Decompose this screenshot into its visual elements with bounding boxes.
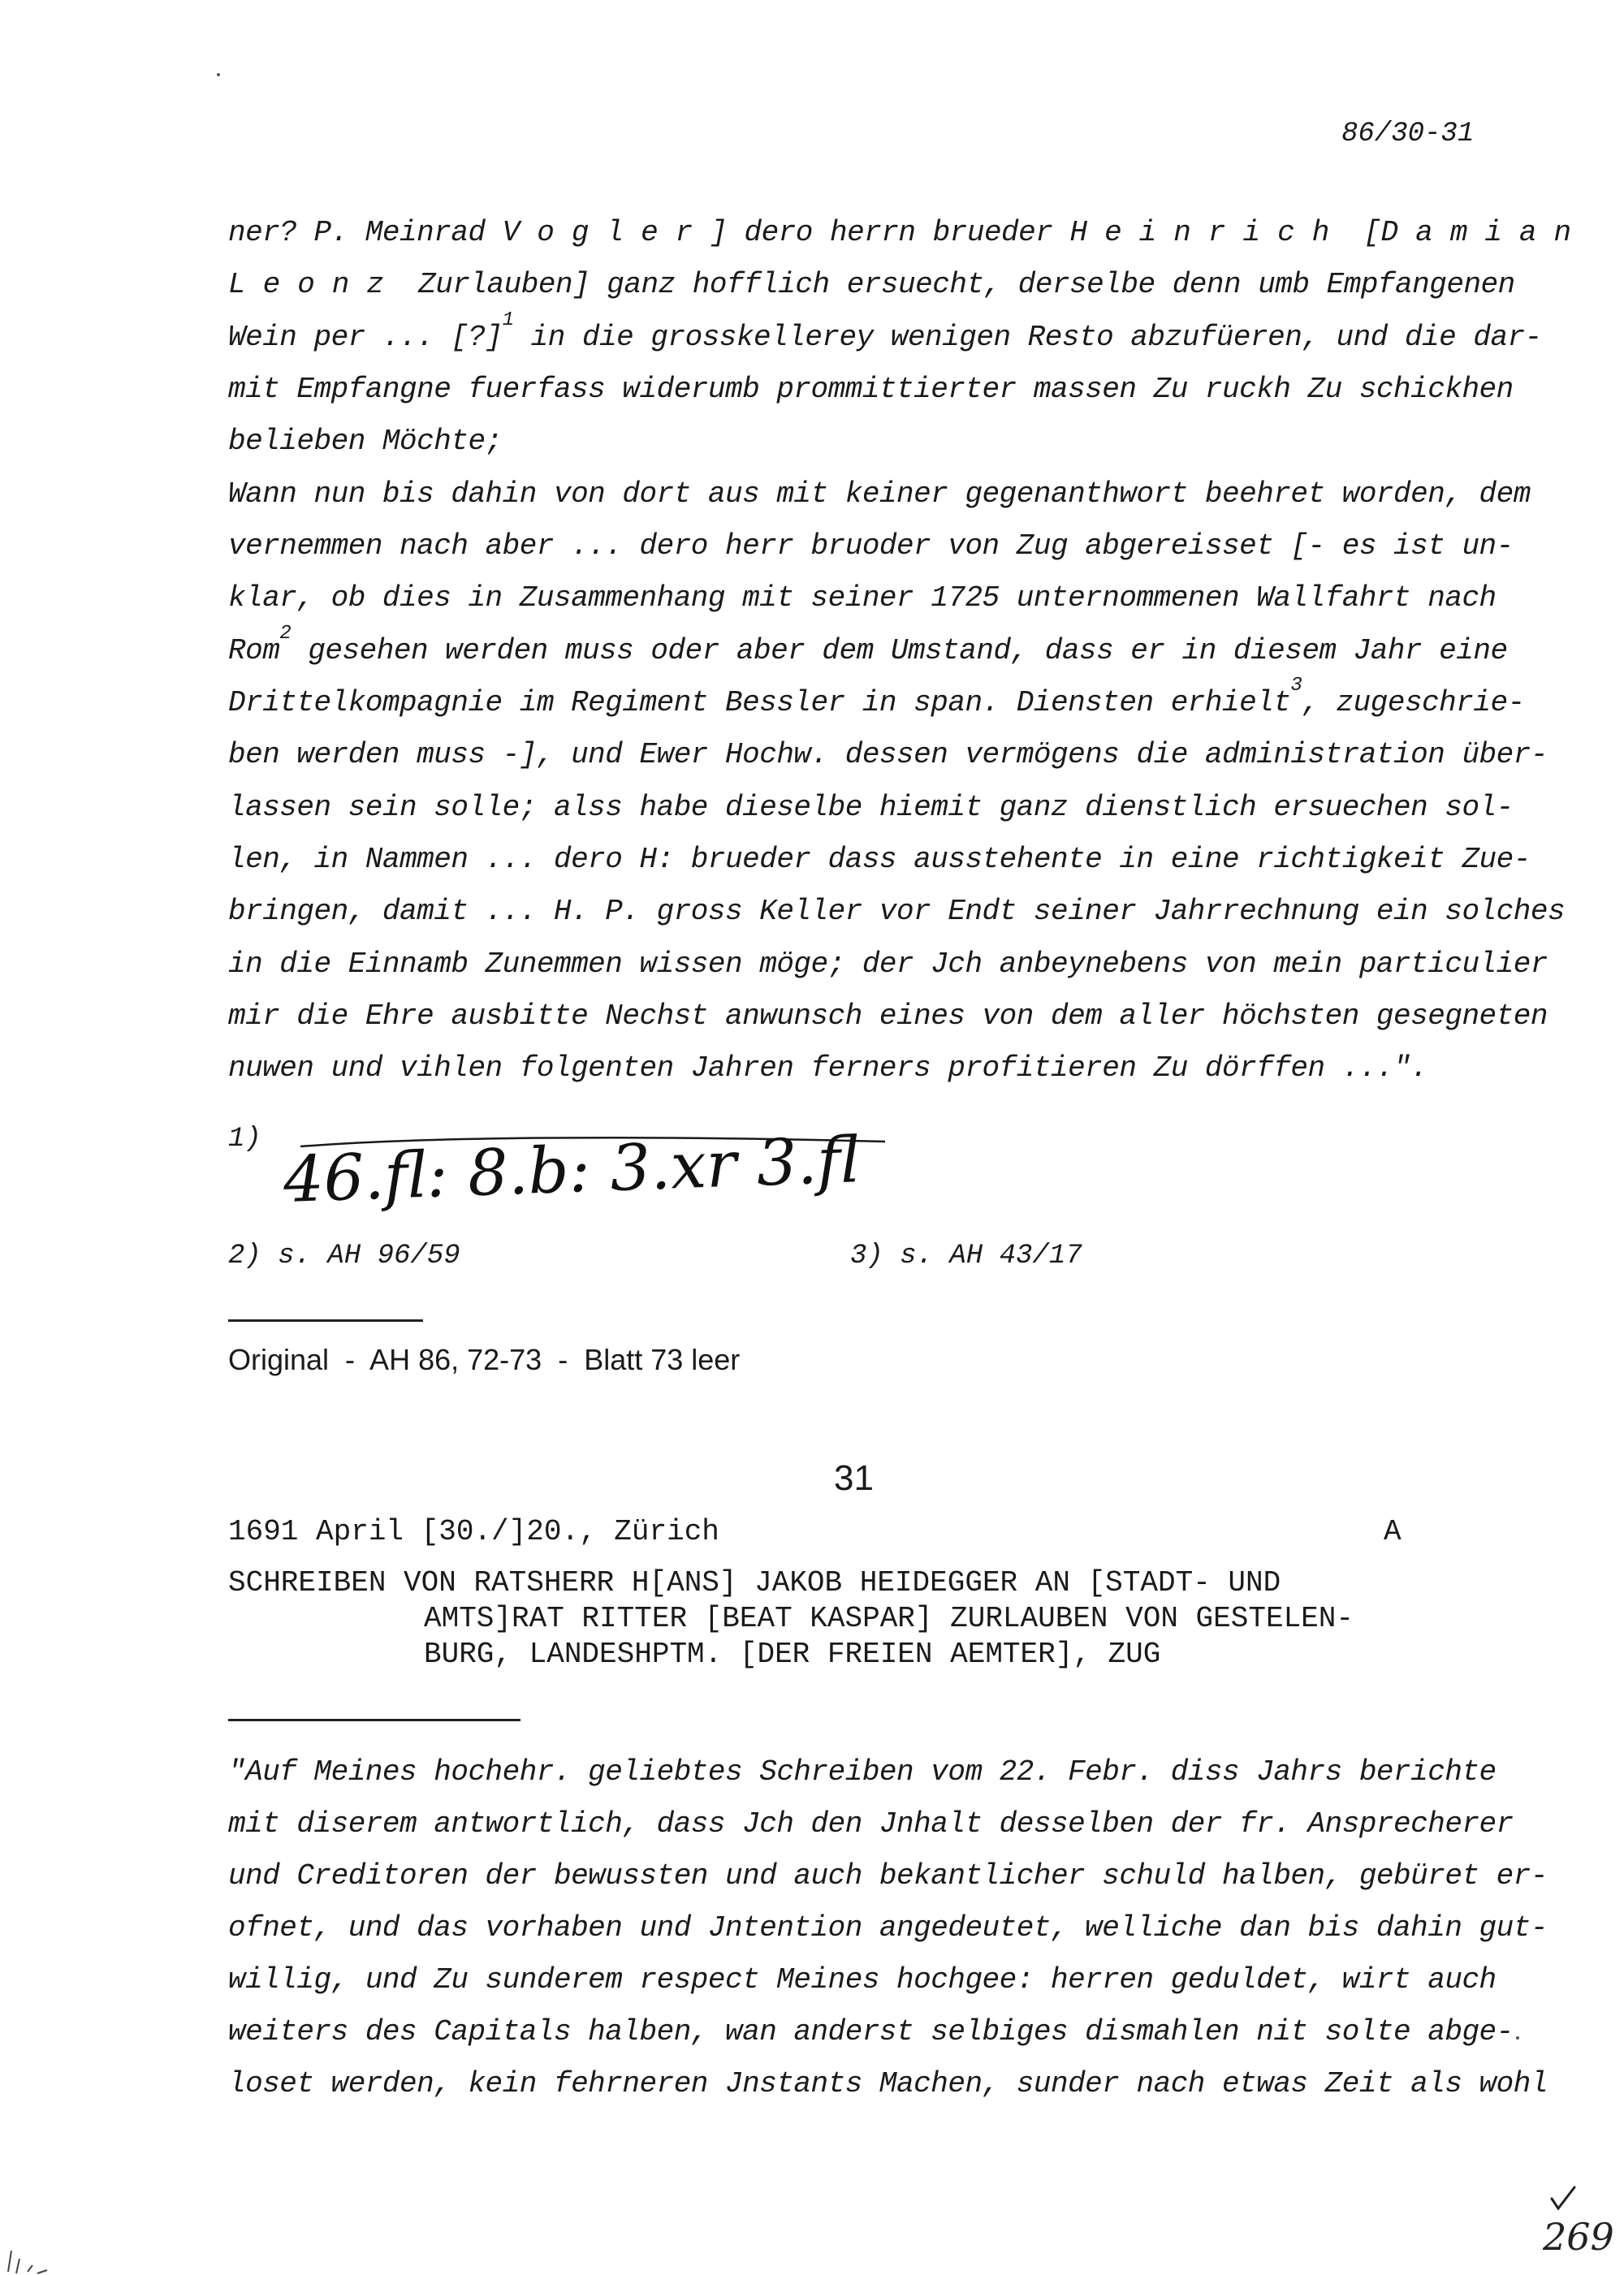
text-line: bringen, damit ... H. P. gross Keller vor Endt seiner Jahrrechnung ein solches [228,895,1566,928]
document-heading-line: AMTS]RAT RITTER [BEAT KASPAR] ZURLAUBEN VON GESTELEN- [424,1602,1354,1635]
text-line: len, in Nammen ... dero H: brueder dass ausstehente in eine richtigkeit Zue- [228,843,1531,876]
footnote-2: 2) s. AH 96/59 [228,1241,460,1271]
handwritten-amount [268,1112,918,1234]
heading-separator-rule [228,1719,520,1721]
text-line: loset werden, kein fehrneren Jnstants Machen, sunder nach etwas Zeit als wohl [228,2067,1548,2100]
stray-mark [1516,2036,1519,2040]
text-line: und Creditoren der bewussten und auch bekantlicher schuld halben, gebüret er- [228,1859,1548,1893]
text-line: in die Einnamb Zunemmen wissen möge; der Jch anbeynebens von mein particulier [228,948,1548,981]
document-number: 31 [834,1458,874,1498]
text-line: ofnet, und das vorhaben und Jntention angedeutet, welliche dan bis dahin gut- [228,1911,1548,1945]
text-line: klar, ob dies in Zusammenhang mit seiner 1725 unternommenen Wallfahrt nach [228,581,1497,615]
document-heading-line: SCHREIBEN VON RATSHERR H[ANS] JAKOB HEIDEGGER AN [STADT- UND [228,1566,1281,1599]
text-line: "Auf Meines hochehr. geliebtes Schreiben vom 22. Febr. diss Jahrs berichte [228,1755,1497,1789]
text-line: Rom$^2$ gesehen werden muss oder aber dem Umstand, dass er in diesem Jahr eine [228,623,1508,667]
footnote-3: 3) s. AH 43/17 [850,1241,1082,1271]
document-type-marker: A [1384,1515,1402,1548]
archive-page-number: 269 [1543,2215,1614,2259]
checkmark-icon [1547,2184,1579,2217]
text-line: nuwen und vihlen folgenten Jahren ferners profitieren Zu dörffen ...". [228,1051,1428,1085]
stray-mark [217,73,220,76]
text-line: Wann nun bis dahin von dort aus mit keiner gegenanthwort beehret worden, dem [228,477,1531,511]
text-line: ben werden muss -], und Ewer Hochw. dessen vermögens die administration über- [228,738,1548,771]
footnote-ref-1: 1 [502,309,514,331]
footnote-ref-2: 2 [279,623,292,645]
page-reference: 86/30-31 [1341,119,1475,149]
text-line: Wein per ... [?]$^1$ in die grosskellerey wenigen Resto abzufüeren, und die dar- [228,309,1542,354]
handwriting-amount-text: 46.fl: 8.b: 3.xr 3.fl [282,1124,861,1217]
text-line: vernemmen nach aber ... dero herr bruoder von Zug abgereisset [- es ist un- [228,529,1514,563]
text-line: lassen sein solle; alss habe dieselbe hiemit ganz dienstlich ersuechen sol- [228,791,1514,824]
text-line: weiters des Capitals halben, wan anderst selbiges dismahlen nit solte abge- [228,2015,1514,2048]
footnote-separator-rule [228,1319,423,1322]
footnote-ref-3: 3 [1290,675,1302,697]
text-line: belieben Möchte; [228,425,503,458]
source-note: Original - AH 86, 72-73 - Blatt 73 leer [228,1343,741,1376]
document-date-place: 1691 April [30./]20., Zürich [228,1515,719,1548]
text-line: mit Empfangne fuerfass widerumb prommittierter massen Zu ruckh Zu schickhen [228,373,1514,406]
footnote-1-label: 1) [228,1124,261,1155]
text-line: ner? P. Meinrad Vogler] dero herrn brueder Heinrich [Damian [228,216,1589,249]
text-line: willig, und Zu sunderem respect Meines hochgee: herren geduldet, wirt auch [228,1963,1497,1997]
document-heading-line: BURG, LANDESHPTM. [DER FREIEN AEMTER], ZUG [424,1638,1161,1671]
text-line: mit diserem antwortlich, dass Jch den Jnhalt desselben der fr. Ansprecherer [228,1807,1514,1841]
text-line: Drittelkompagnie im Regiment Bessler in span. Diensten erhielt$^3$, zugeschrie- [228,675,1525,719]
text-line: mir die Ehre ausbitte Nechst anwunsch eines von dem aller höchsten gesegneten [228,999,1548,1033]
text-line: Leonz Zurlauben] ganz hofflich ersuecht, derselbe denn umb Empfangenen [228,268,1515,301]
scan-edge-mark [0,2241,57,2275]
